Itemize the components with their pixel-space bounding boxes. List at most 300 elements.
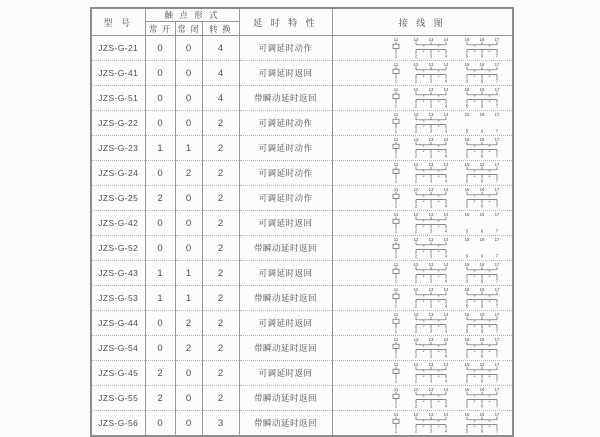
svg-text:16: 16 <box>479 311 484 317</box>
svg-text:17: 17 <box>494 136 499 142</box>
svg-text:6: 6 <box>480 403 483 408</box>
changeover-cell: 2 <box>202 136 239 161</box>
svg-text:5: 5 <box>465 203 468 208</box>
svg-text:1: 1 <box>394 353 397 358</box>
table-row <box>91 136 513 161</box>
svg-text:2: 2 <box>414 253 417 258</box>
svg-text:4: 4 <box>444 328 447 333</box>
svg-text:4: 4 <box>444 203 447 208</box>
changeover-cell: 2 <box>202 286 239 311</box>
normally-open-cell: 0 <box>145 211 175 236</box>
svg-text:13: 13 <box>428 161 433 167</box>
wiring-diagram-cell <box>332 286 513 311</box>
svg-text:13: 13 <box>428 186 433 192</box>
svg-text:17: 17 <box>494 411 499 417</box>
svg-text:13: 13 <box>428 386 433 392</box>
svg-text:×: × <box>421 198 425 204</box>
changeover-cell: 2 <box>202 311 239 336</box>
svg-text:5: 5 <box>465 378 468 383</box>
normally-open-cell: 0 <box>145 161 175 186</box>
svg-text:×: × <box>421 48 425 54</box>
svg-text:×: × <box>421 267 425 273</box>
svg-text:×: × <box>472 42 476 48</box>
svg-text:×: × <box>487 267 491 273</box>
svg-text:×: × <box>421 342 425 348</box>
delay-characteristic-cell: 带瞬动延时返回 <box>239 386 332 411</box>
model-cell: JZS-G-45 <box>91 361 145 386</box>
svg-text:14: 14 <box>443 336 448 342</box>
wiring-diagram-cell <box>332 36 513 61</box>
model-cell: JZS-G-55 <box>91 386 145 411</box>
svg-text:12: 12 <box>413 186 418 192</box>
normally-open-cell: 0 <box>145 86 175 111</box>
svg-text:×: × <box>472 323 476 329</box>
svg-text:7: 7 <box>495 203 498 208</box>
table-row <box>91 111 513 136</box>
wiring-diagram-cell <box>332 161 513 186</box>
changeover-cell: 2 <box>202 111 239 136</box>
svg-text:14: 14 <box>443 386 448 392</box>
svg-text:×: × <box>487 273 491 279</box>
relay-wiring-diagram-icon <box>391 161 506 183</box>
svg-text:3: 3 <box>429 153 432 158</box>
changeover-cell: 2 <box>202 186 239 211</box>
changeover-cell: 2 <box>202 261 239 286</box>
svg-text:14: 14 <box>443 111 448 117</box>
svg-text:2: 2 <box>414 328 417 333</box>
relay-wiring-diagram-icon <box>391 86 506 108</box>
svg-text:×: × <box>487 173 491 179</box>
svg-text:16: 16 <box>479 136 484 142</box>
svg-text:×: × <box>487 323 491 329</box>
relay-wiring-diagram-icon <box>391 411 506 433</box>
svg-text:14: 14 <box>443 411 448 417</box>
svg-text:3: 3 <box>429 178 432 183</box>
svg-text:11: 11 <box>393 61 398 67</box>
svg-text:11: 11 <box>393 211 398 217</box>
normally-open-cell: 0 <box>145 36 175 61</box>
svg-text:5: 5 <box>465 153 468 158</box>
normally-closed-cell: 0 <box>175 36 202 61</box>
svg-text:12: 12 <box>413 111 418 117</box>
svg-text:×: × <box>436 67 440 73</box>
svg-text:7: 7 <box>495 378 498 383</box>
svg-text:2: 2 <box>414 78 417 83</box>
svg-text:×: × <box>436 173 440 179</box>
svg-text:×: × <box>487 167 491 173</box>
changeover-cell: 4 <box>202 86 239 111</box>
svg-text:5: 5 <box>465 178 468 183</box>
relay-wiring-diagram-icon <box>391 336 506 358</box>
relay-spec-table <box>90 7 514 437</box>
svg-text:5: 5 <box>465 303 468 308</box>
svg-text:×: × <box>472 48 476 54</box>
svg-text:1: 1 <box>394 153 397 158</box>
svg-text:5: 5 <box>465 53 468 58</box>
delay-characteristic-cell: 可调延时动作 <box>239 36 332 61</box>
svg-text:3: 3 <box>429 303 432 308</box>
svg-text:×: × <box>472 67 476 73</box>
svg-text:×: × <box>487 148 491 154</box>
wiring-diagram-cell <box>332 136 513 161</box>
svg-text:2: 2 <box>414 353 417 358</box>
header-wiring-diagram: 接 线 图 <box>332 8 513 36</box>
svg-text:11: 11 <box>393 161 398 167</box>
svg-text:×: × <box>436 217 440 223</box>
svg-text:11: 11 <box>393 186 398 192</box>
normally-open-cell: 2 <box>145 186 175 211</box>
svg-text:4: 4 <box>444 353 447 358</box>
delay-characteristic-cell: 可调延时动作 <box>239 136 332 161</box>
delay-characteristic-cell: 可调延时返回 <box>239 211 332 236</box>
table-body <box>91 36 513 437</box>
svg-text:6: 6 <box>480 303 483 308</box>
svg-text:11: 11 <box>393 361 398 367</box>
model-cell: JZS-G-54 <box>91 336 145 361</box>
spec-sheet <box>90 7 512 433</box>
wiring-diagram-cell <box>332 186 513 211</box>
normally-closed-cell: 2 <box>175 336 202 361</box>
svg-text:6: 6 <box>480 153 483 158</box>
svg-text:1: 1 <box>394 328 397 333</box>
svg-text:4: 4 <box>444 153 447 158</box>
svg-text:11: 11 <box>393 86 398 92</box>
svg-text:×: × <box>487 292 491 298</box>
svg-text:×: × <box>436 392 440 398</box>
svg-text:15: 15 <box>464 36 469 42</box>
svg-text:15: 15 <box>464 336 469 342</box>
svg-text:×: × <box>421 192 425 198</box>
changeover-cell: 2 <box>202 161 239 186</box>
svg-text:×: × <box>472 142 476 148</box>
svg-text:5: 5 <box>465 403 468 408</box>
svg-text:×: × <box>436 117 440 123</box>
svg-text:4: 4 <box>444 428 447 433</box>
svg-text:×: × <box>436 348 440 354</box>
normally-open-cell: 0 <box>145 411 175 437</box>
svg-text:×: × <box>472 148 476 154</box>
svg-text:7: 7 <box>495 53 498 58</box>
svg-text:×: × <box>436 298 440 304</box>
svg-text:×: × <box>421 423 425 429</box>
svg-text:15: 15 <box>464 261 469 267</box>
svg-text:×: × <box>421 223 425 229</box>
svg-text:12: 12 <box>413 61 418 67</box>
svg-text:3: 3 <box>429 78 432 83</box>
normally-open-cell: 0 <box>145 311 175 336</box>
normally-closed-cell: 0 <box>175 361 202 386</box>
table-row <box>91 261 513 286</box>
relay-wiring-diagram-icon <box>391 61 506 83</box>
table-row <box>91 236 513 261</box>
svg-text:1: 1 <box>394 53 397 58</box>
svg-text:12: 12 <box>413 161 418 167</box>
table-row <box>91 386 513 411</box>
normally-closed-cell: 1 <box>175 261 202 286</box>
svg-text:5: 5 <box>465 428 468 433</box>
wiring-diagram-cell <box>332 361 513 386</box>
svg-text:7: 7 <box>495 228 498 233</box>
svg-text:×: × <box>487 48 491 54</box>
svg-text:6: 6 <box>480 253 483 258</box>
svg-text:14: 14 <box>443 61 448 67</box>
svg-text:14: 14 <box>443 261 448 267</box>
wiring-diagram-cell <box>332 86 513 111</box>
svg-text:15: 15 <box>464 236 469 242</box>
svg-text:11: 11 <box>393 311 398 317</box>
svg-text:12: 12 <box>413 311 418 317</box>
svg-text:5: 5 <box>465 103 468 108</box>
svg-text:13: 13 <box>428 361 433 367</box>
svg-text:×: × <box>487 373 491 379</box>
svg-text:14: 14 <box>443 161 448 167</box>
svg-text:×: × <box>472 92 476 98</box>
svg-text:×: × <box>436 248 440 254</box>
svg-text:×: × <box>436 192 440 198</box>
normally-closed-cell: 0 <box>175 411 202 437</box>
svg-text:13: 13 <box>428 236 433 242</box>
svg-text:×: × <box>436 92 440 98</box>
svg-text:4: 4 <box>444 53 447 58</box>
normally-closed-cell: 0 <box>175 236 202 261</box>
delay-characteristic-cell: 带瞬动延时返回 <box>239 236 332 261</box>
svg-text:14: 14 <box>443 186 448 192</box>
header-changeover: 转 换 <box>202 22 239 36</box>
delay-characteristic-cell: 带瞬动延时返回 <box>239 336 332 361</box>
svg-text:15: 15 <box>464 286 469 292</box>
svg-text:17: 17 <box>494 361 499 367</box>
svg-text:×: × <box>472 173 476 179</box>
svg-text:11: 11 <box>393 386 398 392</box>
delay-characteristic-cell: 可调延时动作 <box>239 186 332 211</box>
delay-characteristic-cell: 带瞬动延时返回 <box>239 411 332 437</box>
svg-text:7: 7 <box>495 128 498 133</box>
normally-closed-cell: 0 <box>175 186 202 211</box>
svg-text:×: × <box>487 92 491 98</box>
svg-text:×: × <box>472 398 476 404</box>
svg-text:2: 2 <box>414 228 417 233</box>
svg-text:×: × <box>472 298 476 304</box>
relay-wiring-diagram-icon <box>391 111 506 133</box>
svg-text:×: × <box>436 323 440 329</box>
svg-text:4: 4 <box>444 178 447 183</box>
svg-text:17: 17 <box>494 161 499 167</box>
table-header <box>91 8 513 36</box>
svg-text:4: 4 <box>444 128 447 133</box>
svg-text:3: 3 <box>429 378 432 383</box>
svg-text:4: 4 <box>444 403 447 408</box>
svg-text:×: × <box>487 398 491 404</box>
table-row <box>91 186 513 211</box>
svg-text:×: × <box>421 273 425 279</box>
svg-text:15: 15 <box>464 136 469 142</box>
svg-text:4: 4 <box>444 78 447 83</box>
svg-text:11: 11 <box>393 36 398 42</box>
normally-open-cell: 1 <box>145 286 175 311</box>
model-cell: JZS-G-24 <box>91 161 145 186</box>
svg-text:3: 3 <box>429 328 432 333</box>
normally-open-cell: 2 <box>145 386 175 411</box>
svg-text:13: 13 <box>428 61 433 67</box>
svg-text:×: × <box>421 248 425 254</box>
svg-text:13: 13 <box>428 136 433 142</box>
svg-text:1: 1 <box>394 103 397 108</box>
svg-text:6: 6 <box>480 178 483 183</box>
svg-text:4: 4 <box>444 278 447 283</box>
svg-text:1: 1 <box>394 228 397 233</box>
svg-text:15: 15 <box>464 186 469 192</box>
svg-text:7: 7 <box>495 178 498 183</box>
svg-text:×: × <box>436 242 440 248</box>
changeover-cell: 2 <box>202 211 239 236</box>
svg-text:5: 5 <box>465 128 468 133</box>
table-row <box>91 411 513 437</box>
svg-text:7: 7 <box>495 353 498 358</box>
svg-text:4: 4 <box>444 253 447 258</box>
svg-text:×: × <box>436 398 440 404</box>
svg-text:13: 13 <box>428 211 433 217</box>
delay-characteristic-cell: 带瞬动延时返回 <box>239 286 332 311</box>
svg-text:15: 15 <box>464 61 469 67</box>
relay-wiring-diagram-icon <box>391 211 506 233</box>
model-cell: JZS-G-41 <box>91 61 145 86</box>
svg-text:×: × <box>421 67 425 73</box>
svg-text:16: 16 <box>479 111 484 117</box>
svg-text:6: 6 <box>480 353 483 358</box>
normally-open-cell: 0 <box>145 336 175 361</box>
svg-text:7: 7 <box>495 253 498 258</box>
svg-text:14: 14 <box>443 361 448 367</box>
svg-text:17: 17 <box>494 236 499 242</box>
svg-text:17: 17 <box>494 261 499 267</box>
svg-text:6: 6 <box>480 328 483 333</box>
svg-text:×: × <box>436 342 440 348</box>
svg-text:17: 17 <box>494 336 499 342</box>
svg-text:1: 1 <box>394 253 397 258</box>
svg-text:2: 2 <box>414 428 417 433</box>
svg-text:17: 17 <box>494 186 499 192</box>
relay-wiring-diagram-icon <box>391 261 506 283</box>
changeover-cell: 2 <box>202 361 239 386</box>
svg-text:×: × <box>421 217 425 223</box>
svg-text:17: 17 <box>494 36 499 42</box>
normally-closed-cell: 2 <box>175 311 202 336</box>
svg-text:2: 2 <box>414 103 417 108</box>
relay-wiring-diagram-icon <box>391 136 506 158</box>
delay-characteristic-cell: 可调延时返回 <box>239 311 332 336</box>
normally-open-cell: 1 <box>145 261 175 286</box>
svg-text:×: × <box>421 92 425 98</box>
normally-open-cell: 0 <box>145 236 175 261</box>
svg-text:14: 14 <box>443 311 448 317</box>
svg-text:11: 11 <box>393 286 398 292</box>
normally-open-cell: 1 <box>145 136 175 161</box>
svg-text:3: 3 <box>429 203 432 208</box>
svg-text:13: 13 <box>428 36 433 42</box>
svg-text:×: × <box>421 42 425 48</box>
normally-closed-cell: 0 <box>175 86 202 111</box>
svg-text:1: 1 <box>394 203 397 208</box>
svg-text:×: × <box>436 167 440 173</box>
normally-open-cell: 0 <box>145 61 175 86</box>
svg-text:×: × <box>436 223 440 229</box>
svg-text:×: × <box>487 42 491 48</box>
wiring-diagram-cell <box>332 386 513 411</box>
svg-text:1: 1 <box>394 428 397 433</box>
svg-text:16: 16 <box>479 36 484 42</box>
svg-text:14: 14 <box>443 286 448 292</box>
model-cell: JZS-G-56 <box>91 411 145 437</box>
svg-text:×: × <box>421 323 425 329</box>
svg-text:×: × <box>472 292 476 298</box>
svg-text:16: 16 <box>479 211 484 217</box>
changeover-cell: 4 <box>202 36 239 61</box>
relay-wiring-diagram-icon <box>391 236 506 258</box>
svg-text:3: 3 <box>429 278 432 283</box>
svg-text:14: 14 <box>443 136 448 142</box>
model-cell: JZS-G-22 <box>91 111 145 136</box>
svg-text:×: × <box>436 423 440 429</box>
svg-text:5: 5 <box>465 253 468 258</box>
model-cell: JZS-G-53 <box>91 286 145 311</box>
svg-text:13: 13 <box>428 286 433 292</box>
svg-text:×: × <box>421 298 425 304</box>
header-normally-open: 常 开 <box>145 22 175 36</box>
svg-text:×: × <box>436 417 440 423</box>
svg-text:×: × <box>472 167 476 173</box>
svg-text:×: × <box>436 367 440 373</box>
svg-text:16: 16 <box>479 86 484 92</box>
svg-text:×: × <box>421 317 425 323</box>
svg-text:3: 3 <box>429 53 432 58</box>
svg-text:16: 16 <box>479 161 484 167</box>
svg-text:6: 6 <box>480 103 483 108</box>
table-row <box>91 61 513 86</box>
svg-text:1: 1 <box>394 78 397 83</box>
svg-text:17: 17 <box>494 286 499 292</box>
svg-text:4: 4 <box>444 303 447 308</box>
svg-text:×: × <box>436 317 440 323</box>
wiring-diagram-cell <box>332 111 513 136</box>
svg-text:15: 15 <box>464 161 469 167</box>
changeover-cell: 2 <box>202 236 239 261</box>
svg-text:3: 3 <box>429 403 432 408</box>
svg-text:×: × <box>472 348 476 354</box>
svg-text:2: 2 <box>414 153 417 158</box>
svg-text:×: × <box>472 267 476 273</box>
svg-text:×: × <box>421 367 425 373</box>
normally-closed-cell: 1 <box>175 136 202 161</box>
svg-text:7: 7 <box>495 303 498 308</box>
svg-text:12: 12 <box>413 36 418 42</box>
svg-text:15: 15 <box>464 86 469 92</box>
svg-text:4: 4 <box>444 228 447 233</box>
svg-text:×: × <box>472 98 476 104</box>
svg-text:7: 7 <box>495 328 498 333</box>
table-row <box>91 86 513 111</box>
svg-text:16: 16 <box>479 336 484 342</box>
svg-text:11: 11 <box>393 411 398 417</box>
svg-text:×: × <box>487 423 491 429</box>
svg-text:×: × <box>472 273 476 279</box>
svg-text:×: × <box>421 142 425 148</box>
svg-text:×: × <box>487 417 491 423</box>
svg-text:7: 7 <box>495 78 498 83</box>
delay-characteristic-cell: 可调延时返回 <box>239 361 332 386</box>
wiring-diagram-cell <box>332 211 513 236</box>
svg-text:6: 6 <box>480 78 483 83</box>
svg-text:11: 11 <box>393 236 398 242</box>
